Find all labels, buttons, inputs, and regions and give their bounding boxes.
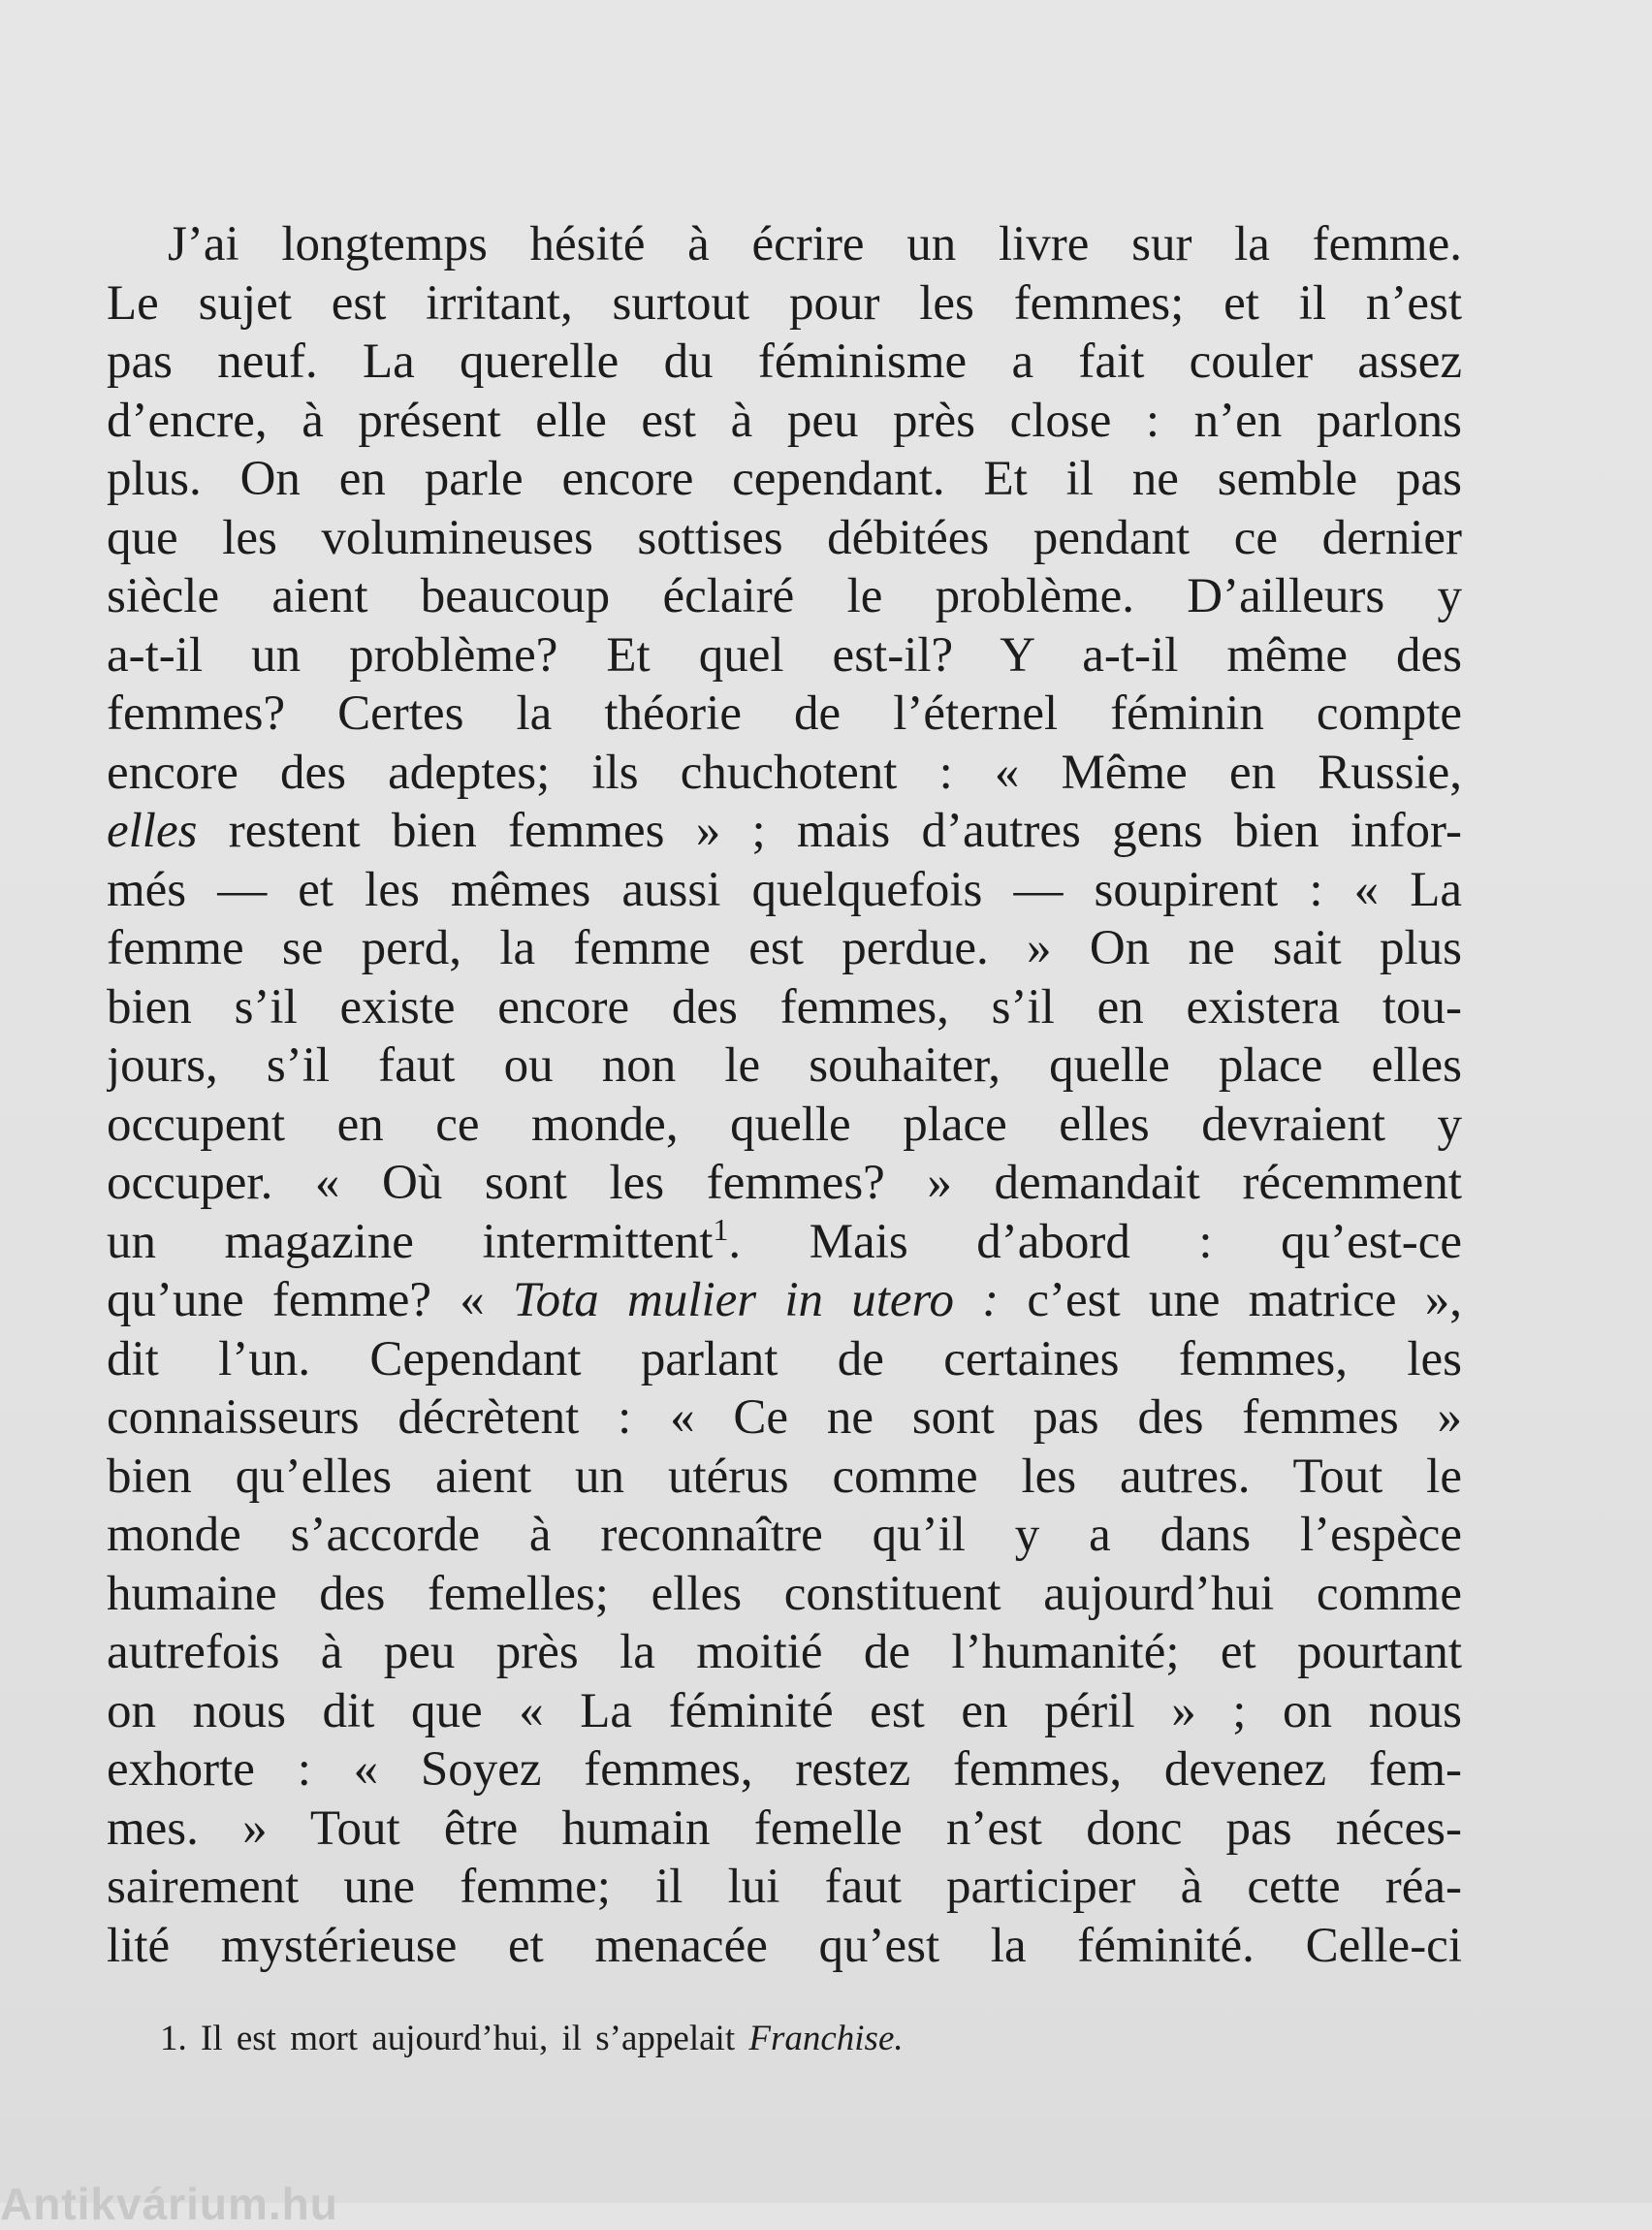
text-line [107, 1271, 1462, 1330]
text-segment: . Mais d’abord : qu’est-ce [728, 1214, 1462, 1269]
text-line: jours, s’il faut ou non le souhaiter, quelle place elles [107, 1038, 1462, 1093]
text-line: bien qu’elles aient un utérus comme les autres. Tout le [107, 1449, 1462, 1504]
text-line: sairement une femme; il lui faut participer à cette réa- [107, 1860, 1462, 1914]
text-line: lité mystérieuse et menacée qu’est la féminité. Celle-ci [107, 1918, 1462, 1973]
text-line: siècle aient beaucoup éclairé le problème. D’ailleurs y [107, 569, 1462, 623]
footnote [160, 2015, 1323, 2063]
body-text [107, 215, 1462, 1975]
italic-phrase: Tota mulier in utero : [512, 1273, 1000, 1327]
text-line: connaisseurs décrètent : « Ce ne sont pas des femmes » [107, 1390, 1462, 1445]
text-line: que les volumineuses sottises débitées pendant ce dernier [107, 510, 1462, 565]
text-line: occupent en ce monde, quelle place elles devraient y [107, 1097, 1462, 1152]
footnote-italic-name: Franchise. [748, 2019, 904, 2058]
text-segment: qu’une femme? « [107, 1273, 485, 1327]
text-line [107, 802, 1462, 861]
text-line [107, 1213, 1462, 1272]
text-line: femme se perd, la femme est perdue. » On ne sait plus [107, 921, 1462, 975]
italic-word: elles [107, 804, 198, 858]
text-line: bien s’il existe encore des femmes, s’il en existera tou- [107, 979, 1462, 1035]
text-line: monde s’accorde à reconnaître qu’il y a dans l’espèce [107, 1508, 1462, 1562]
watermark: Antikvárium.hu [0, 2179, 338, 2229]
text-line: autrefois à peu près la moitié de l’humanité; et pourtant [107, 1625, 1462, 1679]
footnote-number: 1. [160, 2019, 187, 2058]
text-segment: restent bien femmes » ; mais d’autres gens bien infor- [228, 804, 1462, 858]
text-line: dit l’un. Cependant parlant de certaines femmes, les [107, 1331, 1462, 1386]
text-line: femmes? Certes la théorie de l’éternel féminin compte [107, 686, 1462, 741]
text-segment: un magazine intermittent [107, 1214, 714, 1269]
footnote-text: Il est mort aujourd’hui, il s’appelait [201, 2019, 736, 2058]
text-line: exhorte : « Soyez femmes, restez femmes, devenez fem- [107, 1742, 1462, 1797]
text-line: d’encre, à présent elle est à peu près close : n’en parlons [107, 393, 1462, 448]
text-line: més — et les mêmes aussi quelquefois — soupirent : « La [107, 862, 1462, 917]
text-line: Le sujet est irritant, surtout pour les femmes; et il n’est [107, 275, 1462, 331]
text-segment: c’est une matrice », [1027, 1273, 1462, 1327]
text-line: J’ai longtemps hésité à écrire un livre sur la femme. [168, 217, 1462, 271]
text-line: a-t-il un problème? Et quel est-il? Y a-t-il même des [107, 627, 1462, 683]
text-line: humaine des femelles; elles constituent aujourd’hui comme [107, 1566, 1462, 1621]
text-line: mes. » Tout être humain femelle n’est donc pas néces- [107, 1800, 1462, 1856]
text-line: on nous dit que « La féminité est en péril » ; on nous [107, 1683, 1462, 1738]
footnote-marker: 1 [713, 1212, 729, 1247]
text-line: encore des adeptes; ils chuchotent : « Même en Russie, [107, 745, 1462, 800]
text-line: occuper. « Où sont les femmes? » demandait récemment [107, 1156, 1462, 1210]
text-line: pas neuf. La querelle du féminisme a fait couler assez [107, 334, 1462, 389]
text-line: plus. On en parle encore cependant. Et il ne semble pas [107, 452, 1462, 506]
